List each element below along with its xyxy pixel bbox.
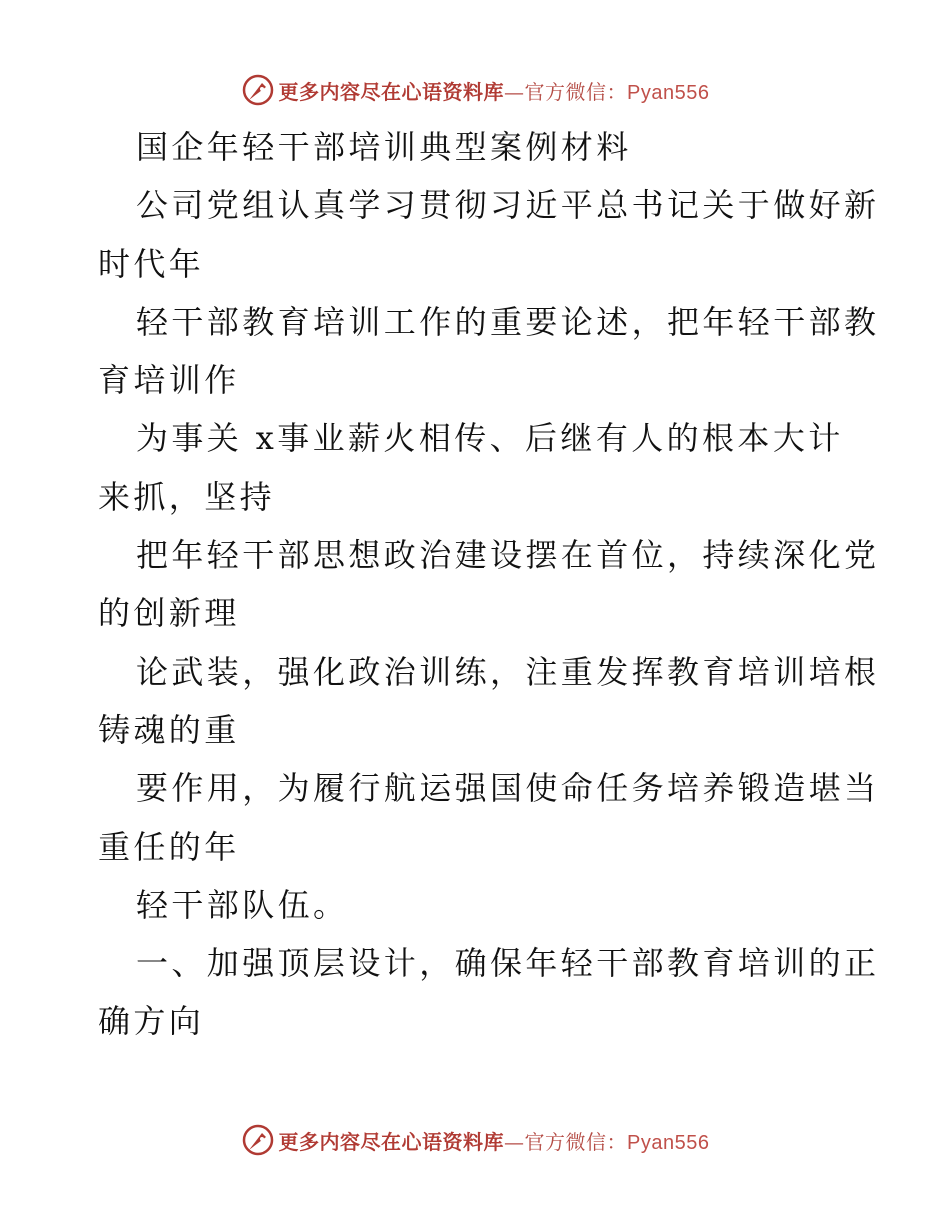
section-heading-continued: 确方向: [98, 1002, 205, 1041]
body-line: 的创新理: [98, 594, 240, 633]
body-line: 要作用，为履行航运强国使命任务培养锻造堪当: [136, 769, 880, 808]
banner-official-label: 官方微信：: [524, 1129, 628, 1154]
body-line: 铸魂的重: [98, 710, 240, 749]
body-line: 育培训作: [98, 361, 240, 400]
banner-separator: —: [504, 1129, 525, 1154]
body-line: 把年轻干部思想政治建设摆在首位，持续深化党: [136, 536, 880, 575]
pen-nib-logo-icon: [241, 73, 275, 107]
banner-text: [279, 1126, 710, 1155]
banner-text: [279, 76, 710, 105]
banner-main-text: 更多内容尽在心语资料库: [278, 79, 505, 104]
document-body: [98, 118, 880, 1051]
banner-official-label: 官方微信：: [524, 79, 628, 104]
section-heading: 一、加强顶层设计，确保年轻干部教育培训的正: [136, 944, 880, 983]
body-line: 重任的年: [98, 827, 240, 866]
document-title: 国企年轻干部培训典型案例材料: [136, 128, 632, 166]
header-banner: [0, 70, 950, 110]
body-line: 时代年: [98, 244, 205, 283]
banner-separator: —: [504, 79, 525, 104]
body-line: 公司党组认真学习贯彻习近平总书记关于做好新: [136, 186, 880, 225]
body-line: 论武装，强化政治训练，注重发挥教育培训培根: [136, 652, 880, 691]
body-line: 为事关 x事业薪火相传、后继有人的根本大计: [136, 419, 844, 458]
body-line: 来抓，坚持: [98, 477, 276, 516]
banner-account: Pyan556: [627, 81, 710, 104]
body-line: 轻干部队伍。: [136, 885, 349, 924]
banner-main-text: 更多内容尽在心语资料库: [278, 1129, 505, 1154]
body-line: 轻干部教育培训工作的重要论述，把年轻干部教: [136, 302, 880, 341]
footer-banner: [0, 1120, 950, 1160]
pen-nib-logo-icon: [241, 1123, 275, 1157]
banner-account: Pyan556: [627, 1131, 710, 1154]
